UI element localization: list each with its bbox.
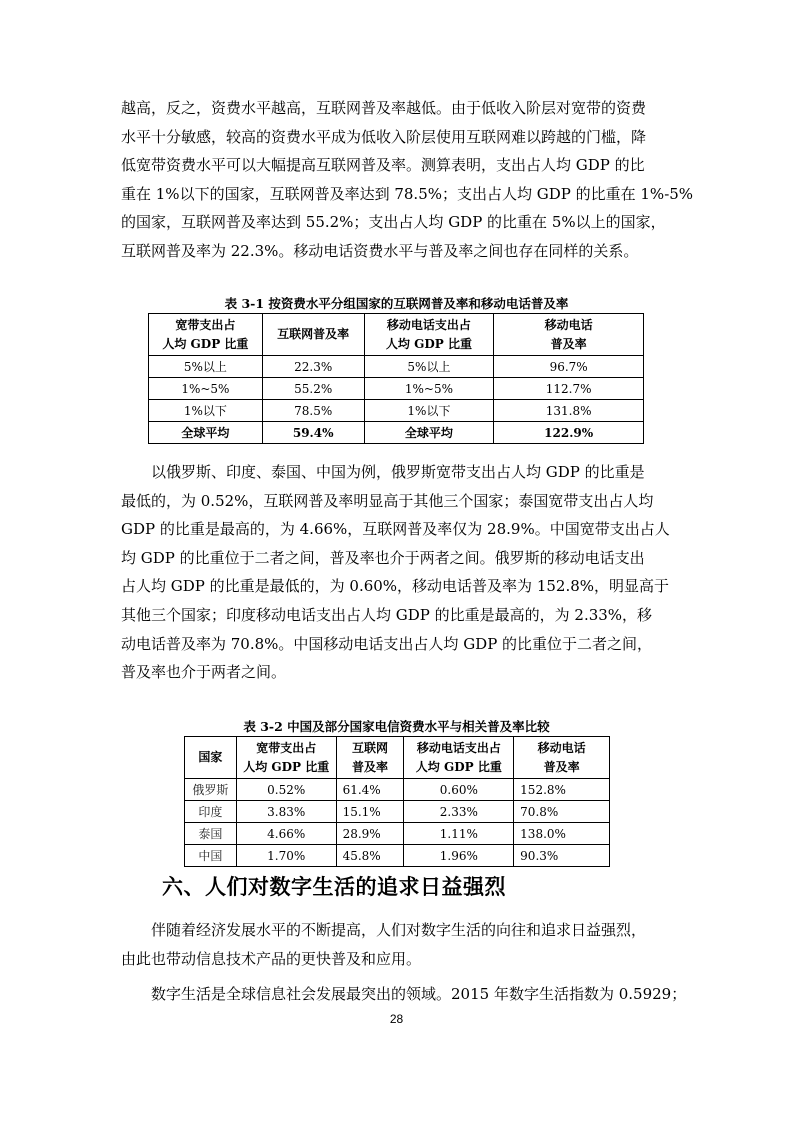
- table-cell: 0.52%: [236, 779, 336, 801]
- table-cell: 59.4%: [262, 422, 364, 444]
- table-cell: 122.9%: [494, 422, 644, 444]
- column-header: 移动电话支出占 人均 GDP 比重: [364, 314, 494, 356]
- table-cell: 0.60%: [404, 779, 514, 801]
- table-cell: 5%以上: [364, 356, 494, 378]
- table-caption: 表 3-2 中国及部分国家电信资费水平与相关普及率比较: [243, 719, 550, 734]
- table-row: [185, 823, 610, 845]
- table-cell: 45.8%: [336, 845, 404, 867]
- table-cell: 1%以下: [364, 400, 494, 422]
- table-cell: 152.8%: [514, 779, 610, 801]
- text-line: 最低的，为 0.52%，互联网普及率明显高于其他三个国家；泰国宽带支出占人均: [121, 491, 654, 510]
- table-cell: 78.5%: [262, 400, 364, 422]
- text-line: 重在 1%以下的国家，互联网普及率达到 78.5%；支出占人均 GDP 的比重在 1%-5%: [121, 184, 694, 203]
- paragraph-digital-life-index: [121, 980, 687, 1009]
- table-row: [185, 801, 610, 823]
- table-header-row: [185, 737, 610, 779]
- text-line: 动电话普及率为 70.8%。中国移动电话支出占人均 GDP 的比重位于二者之间，: [121, 634, 653, 653]
- table-cell: 90.3%: [514, 845, 610, 867]
- table-cell: 55.2%: [262, 378, 364, 400]
- paragraph-country-comparison: [121, 458, 677, 687]
- text-line: 的国家，互联网普及率达到 55.2%；支出占人均 GDP 的比重在 5%以上的国家，: [121, 213, 666, 232]
- table-cell: 1.70%: [236, 845, 336, 867]
- table-cell: 15.1%: [336, 801, 404, 823]
- column-header: 互联网普及率: [262, 314, 364, 356]
- table-cell: 泰国: [185, 823, 237, 845]
- text-line: 伴随着经济发展水平的不断提高，人们对数字生活的向往和追求日益强烈，: [151, 921, 647, 939]
- table-row: [149, 378, 644, 400]
- text-line: 互联网普及率为 22.3%。移动电话资费水平与普及率之间也存在同样的关系。: [121, 241, 639, 260]
- column-header: 移动电话支出占 人均 GDP 比重: [404, 737, 514, 779]
- text-line: GDP 的比重是最高的，为 4.66%，互联网普及率仅为 28.9%。中国宽带支出占人: [121, 520, 670, 539]
- column-header: 互联网 普及率: [336, 737, 404, 779]
- text-line: 数字生活是全球信息社会发展最突出的领域。2015 年数字生活指数为 0.5929；: [151, 985, 687, 1003]
- table-cell: 1%~5%: [149, 378, 263, 400]
- table-country-comparison: [184, 736, 610, 867]
- paragraph-tariff-effect: [121, 94, 694, 266]
- column-header: 移动电话 普及率: [494, 314, 644, 356]
- table-cell: 22.3%: [262, 356, 364, 378]
- table-cell: 61.4%: [336, 779, 404, 801]
- table-row-global-average: [149, 422, 644, 444]
- text-line: 由此也带动信息技术产品的更快普及和应用。: [121, 949, 422, 968]
- text-line: 均 GDP 的比重位于二者之间，普及率也介于两者之间。俄罗斯的移动电话支出: [121, 548, 645, 567]
- table-row: [149, 400, 644, 422]
- column-header: 宽带支出占 人均 GDP 比重: [236, 737, 336, 779]
- table-cell: 3.83%: [236, 801, 336, 823]
- table-cell: 4.66%: [236, 823, 336, 845]
- text-line: 占人均 GDP 的比重是最低的，为 0.60%，移动电话普及率为 152.8%，明显高于: [121, 577, 670, 596]
- text-line: 越高，反之，资费水平越高，互联网普及率越低。由于低收入阶层对宽带的资费: [121, 99, 647, 117]
- column-header: 移动电话 普及率: [514, 737, 610, 779]
- table-cell: 全球平均: [364, 422, 494, 444]
- table-row: [185, 845, 610, 867]
- table-cell: 1%~5%: [364, 378, 494, 400]
- table-cell: 138.0%: [514, 823, 610, 845]
- table-cell: 俄罗斯: [185, 779, 237, 801]
- table-cell: 全球平均: [149, 422, 263, 444]
- table-cell: 1.96%: [404, 845, 514, 867]
- text-line: 低宽带资费水平可以大幅提高互联网普及率。测算表明，支出占人均 GDP 的比: [121, 156, 645, 175]
- text-line: 水平十分敏感，较高的资费水平成为低收入阶层使用互联网难以跨越的门槛，降: [121, 127, 647, 146]
- table-cell: 1.11%: [404, 823, 514, 845]
- table-cell: 印度: [185, 801, 237, 823]
- column-header: 国家: [185, 737, 237, 779]
- table-cell: 中国: [185, 845, 237, 867]
- text-line: 其他三个国家；印度移动电话支出占人均 GDP 的比重是最高的，为 2.33%，移: [121, 605, 653, 624]
- text-line: 以俄罗斯、印度、泰国、中国为例，俄罗斯宽带支出占人均 GDP 的比重是: [151, 463, 645, 481]
- table-row: [149, 356, 644, 378]
- table-header-row: [149, 314, 644, 356]
- table-cell: 2.33%: [404, 801, 514, 823]
- table-cell: 28.9%: [336, 823, 404, 845]
- column-header: 宽带支出占 人均 GDP 比重: [149, 314, 263, 356]
- table-caption: 表 3-1 按资费水平分组国家的互联网普及率和移动电话普及率: [224, 296, 569, 311]
- table-cell: 96.7%: [494, 356, 644, 378]
- table-cell: 112.7%: [494, 378, 644, 400]
- table-cell: 70.8%: [514, 801, 610, 823]
- text-line: 普及率也介于两者之间。: [121, 663, 287, 682]
- table-cell: 131.8%: [494, 400, 644, 422]
- table-cell: 1%以下: [149, 400, 263, 422]
- table-cell: 5%以上: [149, 356, 263, 378]
- paragraph-digital-life-intro: [121, 916, 677, 973]
- table-tariff-groups: [148, 313, 644, 444]
- section-heading: 六、人们对数字生活的追求日益强烈: [162, 874, 506, 899]
- table-row: [185, 779, 610, 801]
- page-number: 28: [389, 1012, 404, 1026]
